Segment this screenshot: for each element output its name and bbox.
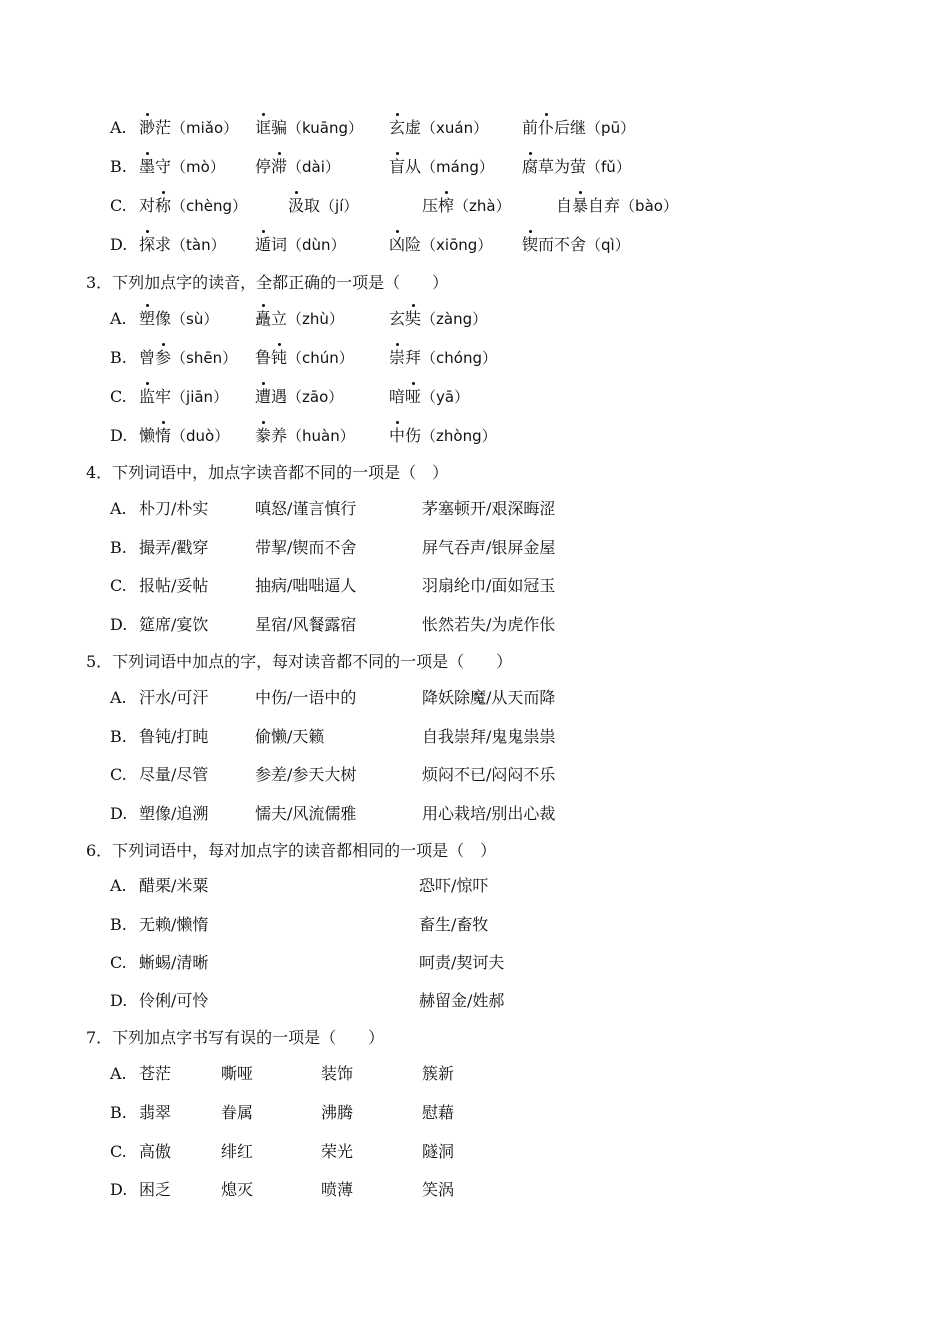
option-label: C.	[110, 765, 127, 784]
option-word: 尽量/尽管	[139, 765, 209, 784]
option-label: A.	[110, 876, 127, 895]
q3-option-c[interactable]	[110, 387, 470, 407]
option-label: C.	[110, 387, 127, 406]
q7-option-c[interactable]	[110, 1142, 455, 1162]
option-word: 无赖/懒惰	[139, 915, 209, 934]
option-word: 降妖除魔/从天而降	[422, 688, 556, 707]
option-word: 监牢（jiān）	[139, 387, 229, 406]
option-label: B.	[110, 348, 127, 367]
option-label: B.	[110, 727, 127, 746]
option-word: 喷薄	[321, 1180, 354, 1199]
option-label: D.	[110, 1180, 128, 1199]
option-word: 参差/参天大树	[255, 765, 357, 784]
option-label: D.	[110, 426, 128, 445]
option-word: 探求（tàn）	[139, 235, 226, 254]
q6-option-d[interactable]	[110, 991, 505, 1011]
q5-option-c[interactable]	[110, 765, 556, 785]
option-label: D.	[110, 991, 128, 1010]
q4-option-c[interactable]	[110, 576, 556, 596]
q4-option-a[interactable]	[110, 499, 556, 519]
q7-stem: 7．下列加点字书写有误的一项是（ ）	[86, 1028, 385, 1047]
q7-option-a[interactable]	[110, 1064, 455, 1084]
q5-option-a[interactable]	[110, 688, 556, 708]
option-label: C.	[110, 1142, 127, 1161]
q3-option-a[interactable]	[110, 309, 488, 329]
option-word: 腐草为萤（fǔ）	[522, 157, 631, 176]
option-word: 压榨（zhà）	[422, 196, 511, 215]
option-word: 簇新	[422, 1064, 455, 1083]
option-word: 茅塞顿开/艰深晦涩	[422, 499, 556, 518]
option-label: A.	[110, 1064, 127, 1083]
option-label: C.	[110, 576, 127, 595]
option-label: A.	[110, 309, 127, 328]
option-word: 盲从（máng）	[389, 157, 494, 176]
option-word: 畜生/畜牧	[419, 915, 489, 934]
option-word: 汲取（jí）	[288, 196, 359, 215]
option-word: 诓骗（kuāng）	[255, 118, 363, 137]
option-label: C.	[110, 953, 127, 972]
option-word: 翡翠	[139, 1103, 172, 1122]
option-word: 抽病/咄咄逼人	[255, 576, 357, 595]
q4-stem: 4．下列词语中，加点字读音都不同的一项是（ ）	[86, 463, 449, 482]
option-word: 醋栗/米粟	[139, 876, 209, 895]
option-label: A.	[110, 118, 127, 137]
option-word: 恐吓/惊吓	[419, 876, 489, 895]
q2-option-b[interactable]	[110, 157, 631, 177]
option-word: 屏气吞声/银屏金屋	[422, 538, 556, 557]
q6-option-c[interactable]	[110, 953, 505, 973]
option-label: D.	[110, 615, 128, 634]
q5-option-d[interactable]	[110, 804, 556, 824]
q3-option-b[interactable]	[110, 348, 497, 368]
option-word: 前仆后继（pū）	[522, 118, 636, 137]
option-word: 中伤/一语中的	[255, 688, 357, 707]
option-word: 嘶哑	[221, 1064, 254, 1083]
option-word: 懒惰（duò）	[139, 426, 230, 445]
q2-option-d[interactable]	[110, 235, 630, 255]
option-label: B.	[110, 915, 127, 934]
option-label: A.	[110, 688, 127, 707]
option-word: 伶俐/可怜	[139, 991, 209, 1010]
option-word: 玄虚（xuán）	[389, 118, 489, 137]
option-label: D.	[110, 804, 128, 823]
option-word: 汗水/可汗	[139, 688, 209, 707]
q6-stem: 6．下列词语中，每对加点字的读音都相同的一项是（ ）	[86, 841, 497, 860]
option-word: 高傲	[139, 1142, 172, 1161]
q7-option-d[interactable]	[110, 1180, 455, 1200]
option-word: 怅然若失/为虎作伥	[422, 615, 556, 634]
option-word: 曾参（shēn）	[139, 348, 238, 367]
option-word: 自暴自弃（bào）	[556, 196, 678, 215]
option-word: 自我崇拜/鬼鬼祟祟	[422, 727, 556, 746]
option-word: 对称（chèng）	[139, 196, 248, 215]
q3-option-d[interactable]	[110, 426, 497, 446]
option-word: 偷懒/天籁	[255, 727, 325, 746]
option-label: B.	[110, 538, 127, 557]
option-label: B.	[110, 1103, 127, 1122]
option-label: C.	[110, 196, 127, 215]
option-word: 报帖/妥帖	[139, 576, 209, 595]
q5-stem: 5．下列词语中加点的字，每对读音都不同的一项是（ ）	[86, 652, 513, 671]
option-word: 凶险（xiōng）	[389, 235, 493, 254]
option-word: 塑像（sù）	[139, 309, 219, 328]
option-label: B.	[110, 157, 127, 176]
option-word: 绯红	[221, 1142, 254, 1161]
option-word: 带挈/锲而不舍	[255, 538, 357, 557]
option-word: 星宿/风餐露宿	[255, 615, 357, 634]
option-word: 羽扇纶巾/面如冠玉	[422, 576, 556, 595]
q2-option-a[interactable]	[110, 118, 636, 138]
option-word: 遁词（dùn）	[255, 235, 346, 254]
option-word: 豢养（huàn）	[255, 426, 355, 445]
option-word: 筵席/宴饮	[139, 615, 209, 634]
option-word: 装饰	[321, 1064, 354, 1083]
q4-option-b[interactable]	[110, 538, 556, 558]
option-word: 鲁钝（chún）	[255, 348, 354, 367]
option-word: 鲁钝/打盹	[139, 727, 209, 746]
option-word: 苍茫	[139, 1064, 172, 1083]
option-word: 荣光	[321, 1142, 354, 1161]
q2-option-c[interactable]	[110, 196, 678, 216]
q5-option-b[interactable]	[110, 727, 556, 747]
option-word: 停滞（dài）	[255, 157, 340, 176]
option-word: 遭遇（zāo）	[255, 387, 344, 406]
option-word: 撮弄/戳穿	[139, 538, 209, 557]
option-word: 嗔怒/谨言慎行	[255, 499, 357, 518]
option-word: 墨守（mò）	[139, 157, 225, 176]
q6-option-b[interactable]	[110, 915, 489, 935]
option-word: 呵责/契诃夫	[419, 953, 505, 972]
option-word: 赫留金/姓郝	[419, 991, 505, 1010]
q3-stem: 3．下列加点字的读音，全都正确的一项是（ ）	[86, 273, 449, 292]
option-word: 眷属	[221, 1103, 254, 1122]
option-word: 隧洞	[422, 1142, 455, 1161]
option-word: 用心栽培/别出心裁	[422, 804, 556, 823]
option-word: 懦夫/风流儒雅	[255, 804, 357, 823]
option-label: A.	[110, 499, 127, 518]
q4-option-d[interactable]	[110, 615, 556, 635]
option-word: 笑涡	[422, 1180, 455, 1199]
option-word: 崇拜（chóng）	[389, 348, 497, 367]
option-word: 熄灭	[221, 1180, 254, 1199]
q7-option-b[interactable]	[110, 1103, 455, 1123]
q6-option-a[interactable]	[110, 876, 489, 896]
option-word: 锲而不舍（qì）	[522, 235, 630, 254]
option-word: 沸腾	[321, 1103, 354, 1122]
option-word: 困乏	[139, 1180, 172, 1199]
option-word: 中伤（zhòng）	[389, 426, 497, 445]
option-word: 玄奘（zàng）	[389, 309, 488, 328]
option-word: 渺茫（miǎo）	[139, 118, 239, 137]
option-word: 蜥蜴/清晰	[139, 953, 209, 972]
option-word: 烦闷不已/闷闷不乐	[422, 765, 556, 784]
option-word: 喑哑（yā）	[389, 387, 470, 406]
option-word: 慰藉	[422, 1103, 455, 1122]
option-word: 矗立（zhù）	[255, 309, 344, 328]
option-label: D.	[110, 235, 128, 254]
option-word: 塑像/追溯	[139, 804, 209, 823]
option-word: 朴刀/朴实	[139, 499, 209, 518]
